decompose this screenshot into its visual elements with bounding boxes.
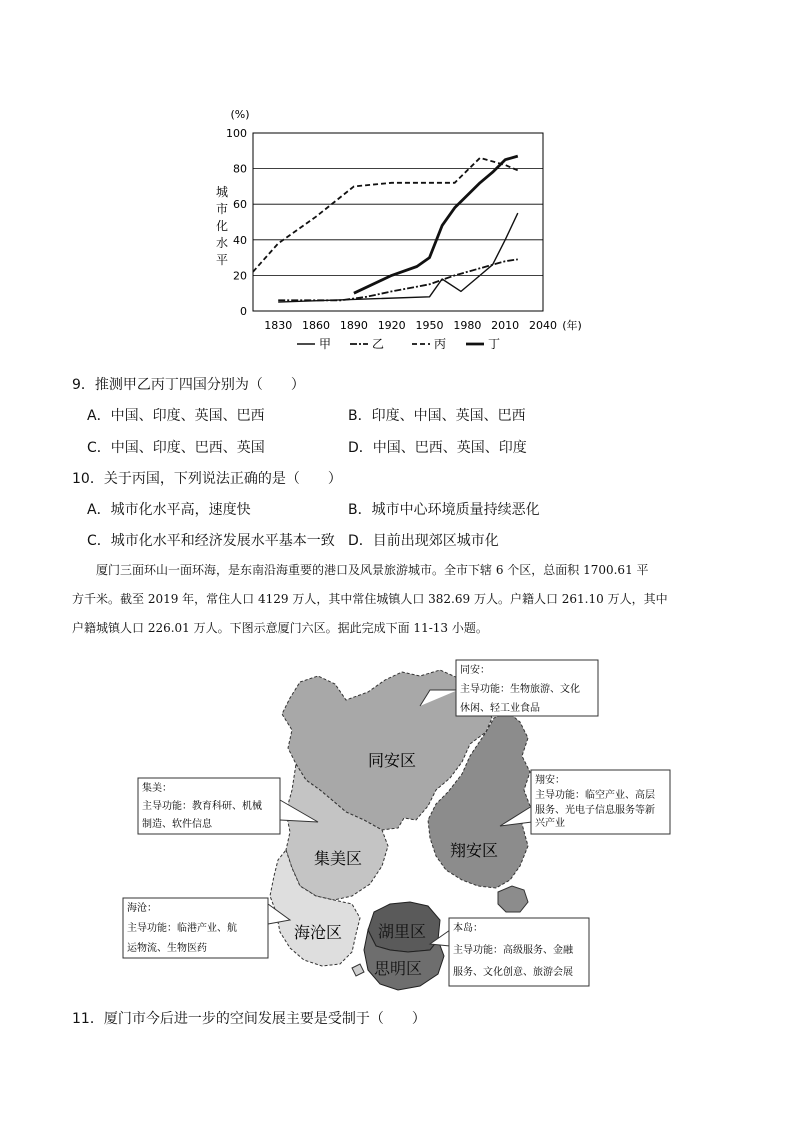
passage-line-3: 户籍城镇人口 226.01 万人。下图示意厦门六区。据此完成下面 11-13 小题。 bbox=[72, 621, 488, 635]
legend-label-3: 丙 bbox=[434, 337, 447, 351]
callout-haicang bbox=[123, 898, 290, 958]
y-tick-label: 80 bbox=[233, 162, 247, 176]
label-haicang: 海沧区 bbox=[293, 923, 343, 942]
district-xiangan-island bbox=[498, 886, 528, 912]
label-tongan: 同安区 bbox=[367, 751, 417, 770]
x-tick-label: 2040 bbox=[529, 319, 557, 332]
callout-bendao-line2: 主导功能：高级服务、金融 bbox=[453, 945, 573, 956]
x-tick-label: 1920 bbox=[377, 319, 406, 332]
y-label-char: 水 bbox=[215, 236, 229, 250]
urbanization-chart bbox=[200, 100, 600, 360]
label-siming: 思明区 bbox=[373, 959, 423, 978]
question-10-stem: 10．关于丙国，下列说法正确的是（ ） bbox=[72, 471, 342, 487]
callout-haicang-line3: 运物流、生物医药 bbox=[127, 943, 207, 954]
legend-label-1: 甲 bbox=[319, 337, 332, 351]
x-unit-label: (年) bbox=[562, 319, 582, 332]
callout-haicang-title: 海沧： bbox=[127, 903, 157, 914]
q10-option-d[interactable]: D．目前出现郊区城市化 bbox=[348, 533, 499, 549]
series-line-1 bbox=[278, 213, 518, 302]
y-unit-label: (%) bbox=[230, 108, 250, 121]
callout-jimei-line3: 制造、软件信息 bbox=[142, 819, 212, 830]
q10-option-a[interactable]: A．城市化水平高，速度快 bbox=[87, 502, 251, 518]
q10-option-b[interactable]: B．城市中心环境质量持续恶化 bbox=[348, 502, 540, 518]
y-tick-label: 100 bbox=[226, 127, 247, 140]
series-line-4 bbox=[354, 156, 518, 293]
x-tick-label: 1950 bbox=[415, 319, 444, 332]
y-label-char: 化 bbox=[215, 219, 229, 233]
callout-jimei-title: 集美： bbox=[142, 783, 172, 794]
question-9-stem: 9．推测甲乙丙丁四国分别为（ ） bbox=[72, 377, 305, 393]
label-jimei: 集美区 bbox=[313, 849, 363, 868]
x-tick-label: 1980 bbox=[453, 319, 482, 332]
islet bbox=[352, 964, 364, 976]
callout-bendao-title: 本岛： bbox=[453, 923, 483, 934]
y-tick-label: 20 bbox=[233, 269, 247, 283]
x-tick-label: 1860 bbox=[302, 319, 331, 332]
x-tick-label: 1830 bbox=[264, 319, 293, 332]
passage-line-1: 厦门三面环山一面环海，是东南沿海重要的港口及风景旅游城市。全市下辖 6 个区，总面积 1700.61 平 bbox=[72, 563, 649, 577]
passage bbox=[72, 556, 732, 643]
callout-xiangan-line2: 主导功能：临空产业、高层 bbox=[535, 790, 655, 801]
callout-jimei-line2: 主导功能：教育科研、机械 bbox=[142, 801, 262, 812]
y-label-char: 城 bbox=[215, 185, 229, 199]
y-tick-label: 0 bbox=[240, 305, 247, 318]
y-label-char: 平 bbox=[215, 253, 229, 267]
callout-xiangan-title: 翔安： bbox=[535, 775, 565, 786]
callout-tongan-title: 同安： bbox=[460, 665, 490, 676]
callout-xiangan-line3: 服务、光电子信息服务等新 bbox=[535, 805, 655, 816]
legend-label-2: 乙 bbox=[372, 337, 385, 351]
y-label-char: 市 bbox=[215, 202, 229, 216]
y-tick-label: 60 bbox=[233, 198, 247, 212]
callout-haicang-line2: 主导功能：临港产业、航 bbox=[127, 923, 237, 934]
y-tick-label: 40 bbox=[233, 233, 247, 247]
legend-label-4: 丁 bbox=[488, 337, 501, 351]
q9-option-d[interactable]: D．中国、巴西、英国、印度 bbox=[348, 440, 527, 456]
series-line-2 bbox=[278, 259, 518, 300]
q9-option-c[interactable]: C．中国、印度、巴西、英国 bbox=[87, 440, 265, 456]
plot-frame bbox=[253, 133, 543, 311]
callout-xiangan-line4: 兴产业 bbox=[535, 818, 565, 829]
q9-option-b[interactable]: B．印度、中国、英国、巴西 bbox=[348, 408, 526, 424]
label-xiangan: 翔安区 bbox=[449, 841, 499, 860]
x-tick-label: 2010 bbox=[491, 319, 520, 332]
question-11-stem: 11．厦门市今后进一步的空间发展主要是受制于（ ） bbox=[72, 1011, 426, 1027]
y-axis-label bbox=[216, 185, 228, 267]
callout-bendao bbox=[430, 918, 589, 986]
label-huli: 湖里区 bbox=[377, 922, 427, 941]
xiamen-district-map bbox=[110, 650, 690, 1000]
chart-legend bbox=[297, 337, 500, 351]
q10-option-c[interactable]: C．城市化水平和经济发展水平基本一致 bbox=[87, 533, 335, 549]
x-tick-label: 1890 bbox=[339, 319, 368, 332]
passage-line-2: 方千米。截至 2019 年，常住人口 4129 万人，其中常住城镇人口 382.69 万人。户籍人口 261.10 万人，其中 bbox=[72, 592, 668, 606]
series-line-3 bbox=[253, 158, 518, 272]
callout-tongan-line2: 主导功能：生物旅游、文化 bbox=[460, 684, 580, 695]
callout-bendao-line3: 服务、文化创意、旅游会展 bbox=[453, 967, 573, 978]
callout-tongan-line3: 休闲、轻工业食品 bbox=[460, 703, 540, 714]
q9-option-a[interactable]: A．中国、印度、英国、巴西 bbox=[87, 408, 265, 424]
